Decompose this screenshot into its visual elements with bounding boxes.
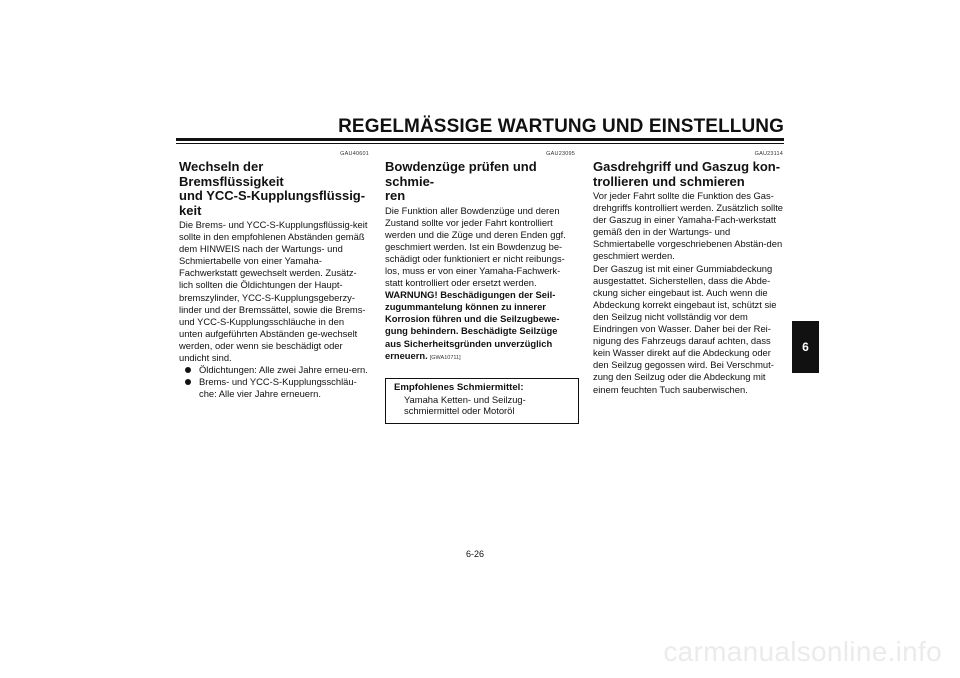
list-item	[179, 376, 369, 400]
section-code: GAU23095	[546, 151, 575, 157]
bullet-icon	[185, 379, 191, 385]
lubricant-value: Yamaha Ketten- und Seilzug- schmiermittel oder Motoröl	[404, 393, 526, 417]
section-title-throttle: Gasdrehgriff und Gaszug kon- trollieren und schmieren	[593, 159, 781, 189]
page-title: REGELMÄSSIGE WARTUNG UND EINSTELLUNG	[338, 116, 784, 137]
warning-code: [GWA10711]	[429, 354, 461, 361]
header-rule-thick	[176, 138, 784, 141]
lubricant-label: Empfohlenes Schmiermittel:	[394, 381, 524, 393]
warning-body: WARNUNG! Beschädigungen der Seil-zugummantelung können zu innerer Korrosion führen und die Seilzugbewe-gung behindern. Beschädigte Seilzüge aus Sicherheitsgründen unverzüglich erneuern.	[385, 289, 560, 361]
list-item-text: Brems- und YCC-S-Kupplungsschläu-che: Alle vier Jahre erneuern.	[199, 376, 357, 400]
page-number: 6-26	[466, 549, 485, 559]
chapter-tab: 6	[792, 321, 819, 373]
section-body-cables: Die Funktion aller Bowdenzüge und deren Zustand sollte vor jeder Fahrt kontrolliert werden und die Züge und deren Enden ggf. geschmiert werden. Ist ein Bowdenzug be-schädigt oder funktioniert er nicht reibungs-los, muss er von einer Yamaha-Fachwerk-statt kontrolliert oder ersetzt werden.	[385, 204, 566, 289]
warning-text	[385, 289, 575, 364]
section-code: GAU40601	[340, 151, 369, 157]
header-rule-thin	[176, 143, 784, 144]
lubricant-box	[385, 378, 579, 424]
bullet-icon	[185, 367, 191, 373]
section-body-throttle-1: Vor jeder Fahrt sollte die Funktion des Gas-drehgriffs kontrolliert werden. Zusätzlich sollte der Gaszug in einer Yamaha-Fach-werkstatt gemäß den in der Wartungs- und Schmiertabelle vorgeschriebenen Abstän-den geschmiert werden.	[593, 190, 784, 262]
section-body-throttle-2: Der Gaszug ist mit einer Gummiabdeckung ausgestattet. Sicherstellen, dass die Abde-ckung sicher eingebaut ist. Auch wenn die Abdeckung korrekt eingebaut ist, schützt sie den Seilzug nicht vollständig vor dem Eindringen von Wasser. Daher bei der Rei-nigung des Fahrzeugs darauf achten, dass kein Wasser direkt auf die Abdeckung oder den Seilzug gegossen wird. Bei Verschmut-zung den Seilzug oder die Abdeckung mit einem feuchten Tuch sauberwischen.	[593, 262, 777, 395]
list-item-text: Öldichtungen: Alle zwei Jahre erneu-ern.	[199, 364, 368, 376]
section-title-brake-fluid: Wechseln der Bremsflüssigkeit und YCC-S-Kupplungsflüssig- keit	[179, 159, 366, 218]
section-title-cables: Bowdenzüge prüfen und schmie- ren	[385, 159, 537, 203]
column-brake-fluid	[179, 151, 369, 400]
bullet-list	[179, 364, 369, 400]
list-item	[179, 364, 369, 376]
section-body-brake-fluid: Die Brems- und YCC-S-Kupplungsflüssig-keit sollte in den empfohlenen Abständen gemäß dem HINWEIS nach der Wartungs- und Schmiertabelle von einer Yamaha-Fachwerkstatt gewechselt werden. Zusätz-lich sollten die Öldichtungen der Haupt-bremszylinder, YCC-S-Kupplungsgeberzy-linder und der Bremssättel, sowie die Brems- und YCC-S-Kupplungsschläuche in den unten aufgeführten Abständen ge-wechselt werden, oder wenn sie beschädigt oder undicht sind.	[179, 219, 368, 364]
section-code: GAU23114	[754, 151, 783, 157]
watermark: carmanualsonline.info	[663, 636, 942, 667]
column-throttle	[593, 151, 783, 396]
column-cables	[385, 151, 575, 424]
